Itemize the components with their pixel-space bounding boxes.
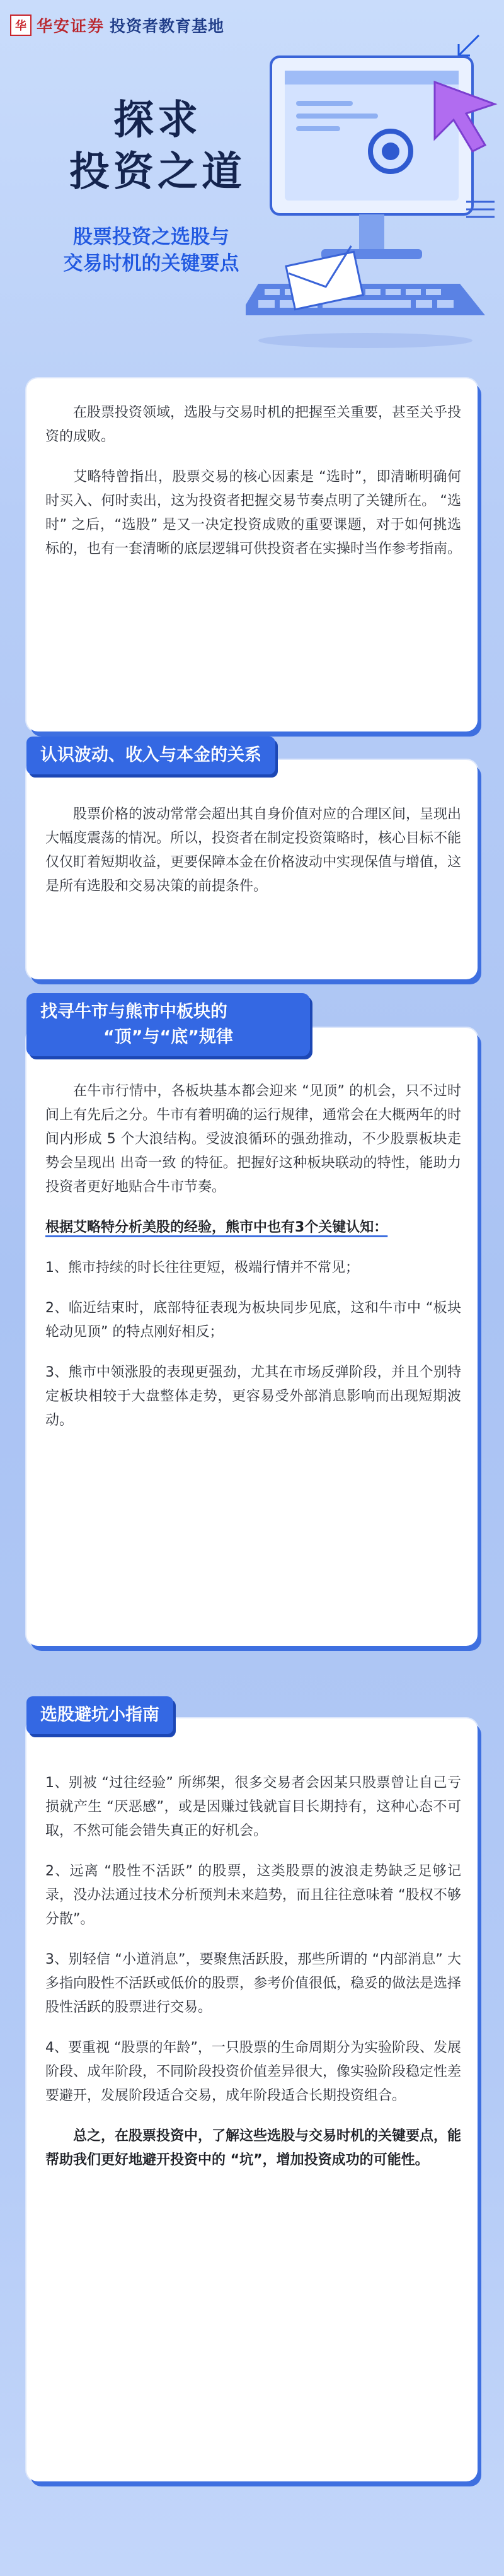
- brand-logo: 华: [10, 15, 32, 36]
- section3-point-2: 2、远离 “股性不活跃” 的股票，这类股票的波浪走势缺乏足够记录，没办法通过技术分析预判未来趋势，而且往往意味着 “股权不够分散”。: [45, 1863, 461, 1927]
- section1-paragraph-1: 股票价格的波动常常会超出其自身价值对应的合理区间，呈现出大幅度震荡的情况。所以，投资者在制定投资策略时，核心目标不能仅仅盯着短期收益，更要保障本金在价格波动中实现保值与增值，这是所有选股和交易决策的前提条件。: [45, 807, 462, 894]
- section2-point-3: 3、熊市中领涨股的表现更强劲，尤其在市场反弹阶段，并且个别特定板块相较于大盘整体走势，更容易受外部消息影响而出现短期波动。: [45, 1365, 461, 1428]
- section1-card: [26, 760, 478, 979]
- section2-point-2: 2、临近结束时，底部特征表现为板块同步见底，这和牛市中 “板块轮动见顶” 的特点刚好相反；: [45, 1300, 461, 1340]
- section3-heading: [26, 1696, 173, 1734]
- brand-tagline: 投资者教育基地: [110, 17, 225, 35]
- section3-conclusion: 总之，在股票投资中，了解这些选股与交易时机的关键要点，能帮助我们更好地避开投资中的 “坑”，增加投资成功的可能性。: [45, 2128, 462, 2168]
- section2-heading-line2: “顶”与“底”规律: [103, 1027, 233, 1047]
- section2-point-1: 1、熊市持续的时长往往更短，极端行情并不常见；: [45, 1260, 359, 1276]
- hero-title-line2: 投资之道: [69, 149, 246, 195]
- section1-heading-text: 认识波动、收入与本金的关系: [40, 745, 261, 765]
- hero-subtitle-line2: 交易时机的关键要点: [63, 252, 239, 275]
- hero-subtitle-line1: 股票投资之选股与: [73, 226, 229, 248]
- monitor-illustration: [246, 44, 498, 353]
- intro-paragraph-2: 艾略特曾指出，股票交易的核心因素是 “选时”，即清晰明确何时买入、何时卖出，这为投资者把握交易节奏点明了关键所在。 “选时” 之后，“选股” 是又一决定投资成败的重要课题，对于如何挑选标的，也有一套清晰的底层逻辑可供投资者在实操时当作参考指南。: [45, 469, 462, 557]
- section1-heading: [26, 737, 275, 774]
- section2-heading-line1: 找寻牛市与熊市中板块的: [40, 1002, 227, 1022]
- section3-point-1: 1、别被 “过往经验” 所绑架，很多交易者会因某只股票曾让自己亏损就产生 “厌恶感”，或是因赚过钱就盲目长期持有，这种心态不可取，不然可能会错失真正的好机会。: [45, 1775, 461, 1839]
- section2-paragraph-1: 在牛市行情中，各板块基本都会迎来 “见顶” 的机会，只不过时间上有先后之分。牛市有着明确的运行规律，通常会在大概两年的时间内形成 5 个大浪结构。受波浪循环的强劲推动，不少股票板块走势会呈现出 出奇一致 的特征。把握好这种板块联动的特性，能助力投资者更好地贴合牛市节奏。: [45, 1083, 462, 1195]
- section3-point-4: 4、要重视 “股票的年龄”，一只股票的生命周期分为实验阶段、发展阶段、成年阶段，不同阶段投资价值差异很大，像实验阶段稳定性差要避开，发展阶段适合交易，成年阶段适合长期投资组合。: [45, 2040, 462, 2104]
- section2-card: [26, 1028, 478, 1646]
- intro-card: [26, 378, 478, 731]
- intro-paragraph-1: 在股票投资领域，选股与交易时机的把握至关重要，甚至关乎投资的成败。: [45, 405, 462, 445]
- brand-header: [10, 14, 224, 37]
- section2-heading: [26, 993, 310, 1056]
- section3-card: [26, 1718, 478, 2481]
- brand-name: 华安证券: [37, 17, 105, 35]
- section3-heading-text: 选股避坑小指南: [40, 1705, 159, 1725]
- section3-point-3: 3、别轻信 “小道消息”，要聚焦活跃股，那些所谓的 “内部消息” 大多指向股性不活跃或低价的股票，参考价值很低，稳妥的做法是选择股性活跃的股票进行交易。: [45, 1952, 462, 2015]
- hero-title-line1: 探求: [113, 97, 202, 144]
- section2-highlight: 根据艾略特分析美股的经验，熊市中也有3个关键认知：: [45, 1220, 388, 1235]
